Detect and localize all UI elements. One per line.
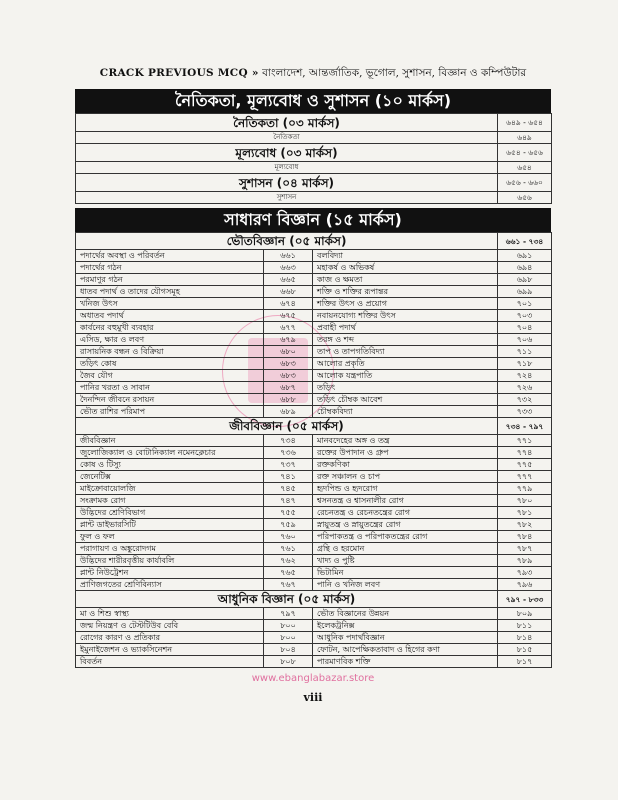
page-number-cell: ৬৮৯ [264,406,313,418]
table-row [76,298,552,310]
group-heading-row [76,144,552,162]
topic-title: কাজ ও ক্ষমতা [313,274,498,286]
subsection-heading-row [76,591,552,608]
page-number-cell: ৬৯৯ [498,286,552,298]
page-number-cell: ৭৯৬ [498,579,552,591]
page-number-cell: ৭৩৪ [264,435,313,447]
topic-title: জুলোজিক্যাল ও বোটানিক্যাল নমেনক্লেচার [76,447,264,459]
page-number-cell: ৬৬১ [264,250,313,262]
page-number-cell: ৬৮৩ [264,358,313,370]
topic-title: পারমাণবিক শক্তি [313,656,498,668]
table-row [76,250,552,262]
page-number-cell: ৭৩৩ [498,406,552,418]
topic-title: শ্বসনতন্ত্র ও শ্বাসনালীর রোগ [313,495,498,507]
page-number-cell: ৭৮১ [498,507,552,519]
topic-title: প্রবাহী পদার্থ [313,322,498,334]
page-number-cell: ৭৬৫ [264,567,313,579]
page-number-cell: ৮১৭ [498,656,552,668]
table-row [76,495,552,507]
page-range: ৬৬১ - ৭৩৪ [498,233,552,250]
page-number-cell: ৮১৫ [498,644,552,656]
table-row [76,435,552,447]
table-row [76,632,552,644]
page-range: ৬৫৪ - ৬৫৬ [498,144,552,162]
page-number-cell: ৭১৮ [498,358,552,370]
topic-title: আলোর প্রকৃতি [313,358,498,370]
topic-title: খাদ্য ও পুষ্টি [313,555,498,567]
subsection-title: আধুনিক বিজ্ঞান (০৫ মার্কস) [76,591,498,608]
page-number-cell: ৭০৩ [498,310,552,322]
page-number-cell: ৭৯৩ [498,567,552,579]
subsection-title: ভৌতবিজ্ঞান (০৫ মার্কস) [76,233,498,250]
page-number-cell: ৬৪৯ [498,132,552,144]
page-number-cell: ৮০৮ [264,656,313,668]
page-number-cell: ৭৪১ [264,471,313,483]
section-banner-general-science: সাধারণ বিজ্ঞান (১৫ মার্কস) [75,208,551,232]
page-number-cell: ৭৩৬ [264,447,313,459]
topic-title: পরমাণুর গঠন [76,274,264,286]
topic-title: প্রাণিজগতের শ্রেণিবিন্যাস [76,579,264,591]
page-number-cell: ৭৯৭ [264,608,313,620]
page-number-cell: ৭০১ [498,298,552,310]
page-number-cell: ৮০০ [264,620,313,632]
page-number-cell: ৭৩২ [498,394,552,406]
table-row [76,334,552,346]
topic-title: ভৌত রাশির পরিমাপ [76,406,264,418]
topic-title: প্লান্ট নিউট্রেশন [76,567,264,579]
table-row [76,382,552,394]
topic-title: জীববিজ্ঞান [76,435,264,447]
running-head-bengali: বাংলাদেশ, আন্তর্জাতিক, ভূগোল, সুশাসন, বিজ্ঞান ও কম্পিউটার [262,67,527,79]
topic-title: মহাকর্ষ ও অভিকর্ষ [313,262,498,274]
page-number-cell: ৬৮৩ [264,370,313,382]
topic-title: উদ্ভিদের শ্রেণিবিভাগ [76,507,264,519]
topic-title: ফুল ও ফল [76,531,264,543]
page [75,0,551,725]
group-heading-row [76,174,552,192]
table-row [76,519,552,531]
subsection-title: জীববিজ্ঞান (০৫ মার্কস) [76,418,498,435]
topic-title: রক্তকণিকা [313,459,498,471]
page-number-cell: ৬৮৮ [264,394,313,406]
page-number-cell: ৬৫৪ [498,162,552,174]
topic-title: প্লান্ট ডাইভারসিটি [76,519,264,531]
science-table [75,232,552,668]
topic-title: কোষ ও টিস্যু [76,459,264,471]
topic-title: পদার্থের গঠন [76,262,264,274]
table-row [76,406,552,418]
page-number-cell: ৭৪৫ [264,483,313,495]
topic-title: হৃদপিন্ড ও হৃদরোগ [313,483,498,495]
page-number-cell: ৭৪৭ [264,495,313,507]
topic-title: নৈতিকতা [76,132,498,144]
page-number-cell: ৬৯৮ [498,274,552,286]
watermark-text: www.ebanglabazar.store [251,673,375,684]
topic-title: জন্ম নিয়ন্ত্রণ ও টেস্টটিউব বেবি [76,620,264,632]
topic-title: জৈব যৌগ [76,370,264,382]
topic-title: সংক্রামক রোগ [76,495,264,507]
topic-title: গ্রন্থি ও হরমোন [313,543,498,555]
group-title: মূল্যবোধ (০৩ মার্কস) [76,144,498,162]
topic-title: নবায়নযোগ্য শক্তির উৎস [313,310,498,322]
page-number-cell: ৮০০ [264,632,313,644]
topic-title: চৌম্বকবিদ্যা [313,406,498,418]
table-row [76,358,552,370]
table-row [76,555,552,567]
page-number-cell: ৭৮৯ [498,555,552,567]
topic-title: পরিপাকতন্ত্র ও পরিপাকতন্ত্রের রোগ [313,531,498,543]
table-row [76,507,552,519]
page-number-cell: ৭০৬ [498,334,552,346]
topic-title: ইমুনাইজেশন ও ভ্যাকসিনেশন [76,644,264,656]
group-heading-row [76,114,552,132]
page-number-cell: ৮০৯ [498,608,552,620]
page-number-cell: ৬৮০ [264,346,313,358]
page-number-cell: ৮০৪ [264,644,313,656]
topic-title: কার্বনের বহুমুখী ব্যবহার [76,322,264,334]
page-number-cell: ৭৫৫ [264,507,313,519]
topic-title: ফোটন, আপেক্ষিকতাবাদ ও হিগের কণা [313,644,498,656]
topic-title: সুশাসন [76,192,498,204]
page-range: ৭৯৭ - ৮৩৩ [498,591,552,608]
section-banner-ethics: নৈতিকতা, মূল্যবোধ ও সুশাসন (১০ মার্কস) [75,89,551,113]
table-row [76,531,552,543]
topic-title: উদ্ভিদের শারীরবৃত্তীয় কার্যাবলি [76,555,264,567]
table-row [76,459,552,471]
table-row [76,471,552,483]
topic-title: শক্তির উৎস ও প্রয়োগ [313,298,498,310]
topic-title: মানবদেহের অঙ্গ ও তন্ত্র [313,435,498,447]
subsection-heading-row [76,233,552,250]
page-number-cell: ৬৭৯ [264,334,313,346]
topic-title: রেচনতন্ত্র ও রেচনতন্ত্রের রোগ [313,507,498,519]
page-number-cell: ৭৫৯ [264,519,313,531]
page-number-cell: ৭৬০ [264,531,313,543]
topic-title: তরঙ্গ ও শব্দ [313,334,498,346]
table-row [76,567,552,579]
topic-title: স্নায়ুতন্ত্র ও স্নায়ুতন্ত্রের রোগ [313,519,498,531]
topic-title: রক্ত সঞ্চালন ও চাপ [313,471,498,483]
page-number-cell: ৭৭৭ [498,471,552,483]
page-number-cell: ৭৬২ [264,555,313,567]
topic-title: পদার্থের অবস্থা ও পরিবর্তন [76,250,264,262]
topic-title: তড়িৎ [313,382,498,394]
topic-title: আধুনিক পদার্থবিজ্ঞান [313,632,498,644]
topic-title: ধাতব পদার্থ ও তাদের যৌগসমূহ [76,286,264,298]
table-row [76,346,552,358]
table-row [76,579,552,591]
table-row [76,644,552,656]
group-title: সুশাসন (০৪ মার্কস) [76,174,498,192]
page-number-cell: ৬৬৫ [264,274,313,286]
table-row [76,370,552,382]
page-number-cell: ৭৭৫ [498,459,552,471]
page-number-cell: ৭৮০ [498,495,552,507]
topic-title: এসিড, ক্ষার ও লবণ [76,334,264,346]
table-row [76,447,552,459]
table-row [76,394,552,406]
table-row [76,620,552,632]
table-row [76,286,552,298]
ethics-table [75,113,552,204]
topic-title: পানি ও খনিজ লবণ [313,579,498,591]
page-number-cell: ৭৭৪ [498,447,552,459]
topic-title: ভৌত বিজ্ঞানের উন্নয়ন [313,608,498,620]
subsection-heading-row [76,418,552,435]
group-title: নৈতিকতা (০৩ মার্কস) [76,114,498,132]
table-row [76,608,552,620]
topic-title: শক্তি ও শক্তির রূপান্তর [313,286,498,298]
page-number-cell: ৬৫৬ [498,192,552,204]
table-row [76,310,552,322]
topic-title: তাপ ও তাপগতিবিদ্যা [313,346,498,358]
page-number-cell: ৬৮৭ [264,382,313,394]
topic-title: জেনেটিক্স [76,471,264,483]
topic-title: ভিটামিন [313,567,498,579]
topic-title: ইলেকট্রনিক্স [313,620,498,632]
page-number-cell: ৭৭১ [498,435,552,447]
page-range: ৭৩৪ - ৭৯৭ [498,418,552,435]
topic-title: বলবিদ্যা [313,250,498,262]
page-number-cell: ৬৬৩ [264,262,313,274]
topic-title: রাসায়নিক বন্ধন ও বিক্রিয়া [76,346,264,358]
topic-title: রক্তের উপাদান ও গ্রুপ [313,447,498,459]
page-number-cell: ৭৩৭ [264,459,313,471]
page-range: ৬৫৬ - ৬৬০ [498,174,552,192]
topic-title: বিবর্তন [76,656,264,668]
table-row [76,543,552,555]
page-number-cell: ৭৬১ [264,543,313,555]
page-number-cell: ৬৯১ [498,250,552,262]
page-number-cell: ৮১৪ [498,632,552,644]
topic-title: তড়িৎ চৌম্বক আবেশ [313,394,498,406]
page-number-cell: ৭২৪ [498,370,552,382]
page-number-cell: ৬৬৮ [264,286,313,298]
topic-title: অধাতব পদার্থ [76,310,264,322]
topic-title: মূল্যবোধ [76,162,498,174]
topic-title: পানির খরতা ও সাবান [76,382,264,394]
page-number-cell: ৭৬৭ [264,579,313,591]
page-number-cell: ৭২৬ [498,382,552,394]
table-row [76,162,552,174]
topic-title: আলোক যন্ত্রপাতি [313,370,498,382]
table-row [76,274,552,286]
page-number-cell: ৬৯৪ [498,262,552,274]
table-row [76,192,552,204]
topic-title: রোগের কারণ ও প্রতিকার [76,632,264,644]
table-row [76,656,552,668]
page-number-cell: ৭৮৭ [498,543,552,555]
topic-title: দৈনন্দিন জীবনে রসায়ন [76,394,264,406]
topic-title: তড়িৎ কোষ [76,358,264,370]
topic-title: পরাগায়ণ ও অঙ্কুরোদগম [76,543,264,555]
page-number-cell: ৭৭৯ [498,483,552,495]
page-number-cell: ৭০৪ [498,322,552,334]
page-number-cell: ৬৭৭ [264,322,313,334]
page-number-cell: ৬৭৪ [264,298,313,310]
table-row [76,322,552,334]
running-head [75,66,551,80]
page-number-cell: ৭৮৪ [498,531,552,543]
page-number-cell: ৮১১ [498,620,552,632]
page-number-cell: ৭১১ [498,346,552,358]
table-row [76,132,552,144]
topic-title: মা ও শিশু স্বাস্থ্য [76,608,264,620]
running-head-latin: CRACK PREVIOUS MCQ » [99,67,259,79]
page-number: viii [303,691,323,704]
topic-title: মাইক্রোবায়োলজি [76,483,264,495]
topic-title: খনিজ উৎস [76,298,264,310]
table-row [76,262,552,274]
page-number-cell: ৬৭৫ [264,310,313,322]
page-number-cell: ৭৮২ [498,519,552,531]
page-range: ৬৪৯ - ৬৫৪ [498,114,552,132]
table-row [76,483,552,495]
